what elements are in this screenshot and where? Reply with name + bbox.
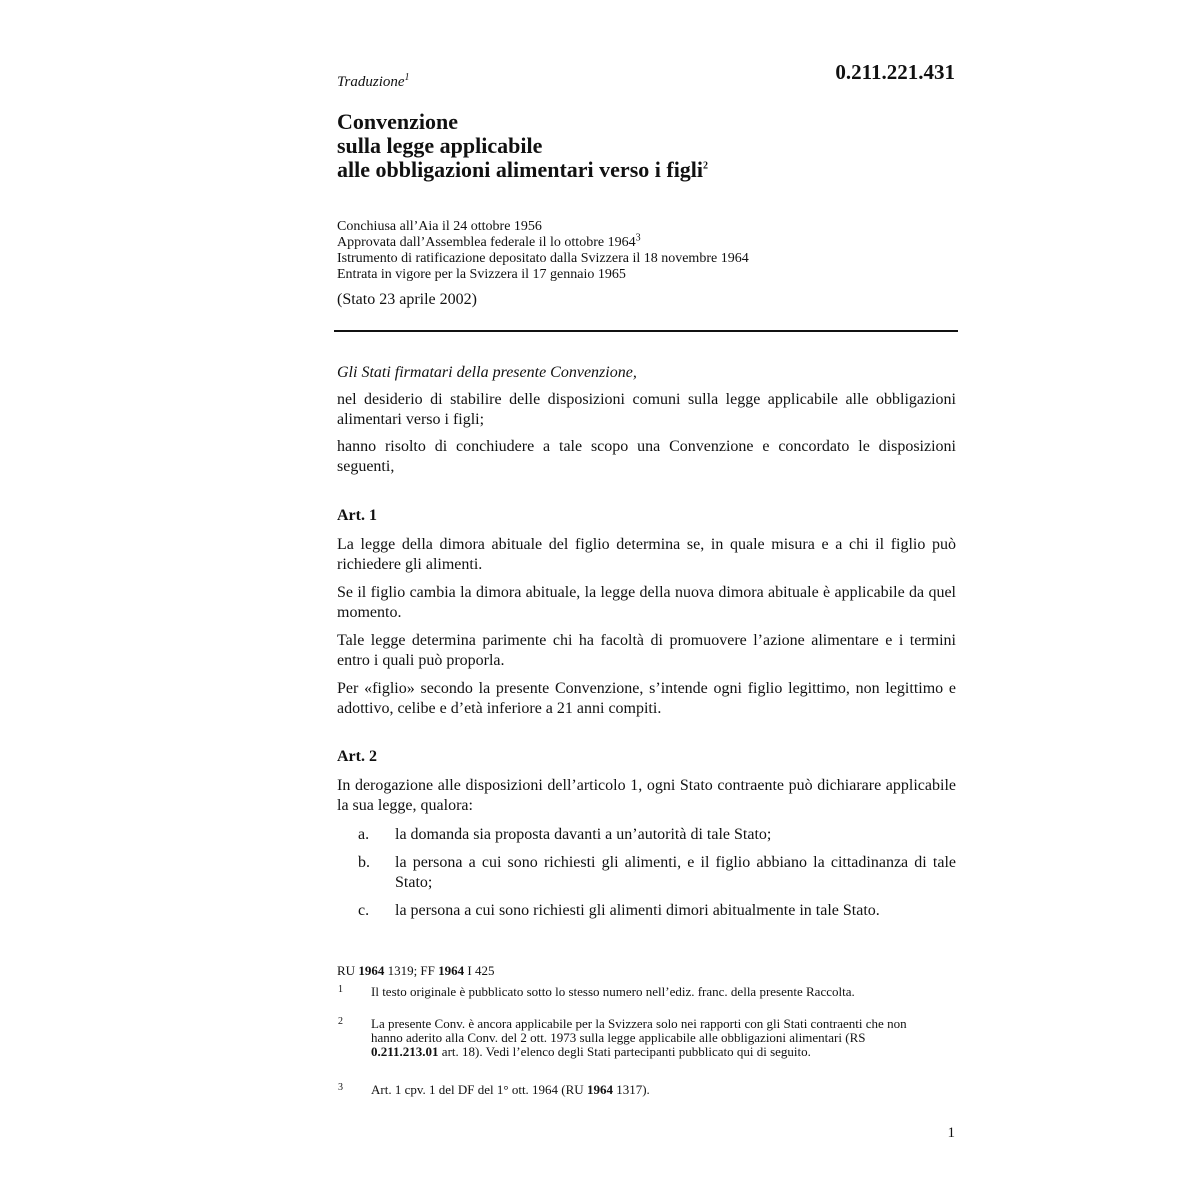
footnote-number: 3	[338, 1082, 343, 1093]
footnote-ref-2[interactable]: 2	[703, 160, 709, 172]
status-date: (Stato 23 aprile 2002)	[337, 291, 477, 308]
source-ru-label: RU	[337, 963, 356, 978]
article-1-paragraph-1: La legge della dimora abituale del figlio determina se, in quale misura e a chi il figlio può richiedere gli alimenti.	[337, 536, 956, 573]
article-2-heading: Art. 2	[337, 748, 377, 765]
footnote-text-part-a: La presente Conv. è ancora applicabile per la Svizzera solo nei rapporti con gli Stati contraenti che non hanno aderito alla Conv. del 2 ott. 1973 sulla legge applicabile alle obbligazioni alimentari (RS	[371, 1016, 907, 1045]
preamble-paragraph-2: hanno risolto di conchiudere a tale scopo una Convenzione e concordato le disposizioni seguenti,	[337, 438, 956, 475]
footnote-text-part-b: art. 18). Vedi l’elenco degli Stati partecipanti pubblicato qui di seguito.	[441, 1044, 811, 1059]
preamble-paragraph-1: nel desiderio di stabilire delle disposizioni comuni sulla legge applicabile alle obbligazioni alimentari verso i figli;	[337, 391, 956, 428]
list-label: c.	[358, 902, 370, 919]
source-ru-page: 1319; FF	[387, 963, 435, 978]
footnote-text-part-a: Art. 1 cpv. 1 del DF del 1° ott. 1964 (RU	[371, 1082, 584, 1097]
title-line-2: sulla legge applicabile	[337, 133, 543, 158]
preamble-intro: Gli Stati firmatari della presente Convenzione,	[337, 364, 637, 381]
list-text: la domanda sia proposta davanti a un’autorità di tale Stato;	[395, 826, 772, 843]
translation-text: Traduzione	[337, 74, 405, 90]
article-2-intro: In derogazione alle disposizioni dell’articolo 1, ogni Stato contraente può dichiarare applicabile la sua legge, qualora:	[337, 777, 956, 814]
source-ff-year: 1964	[438, 963, 465, 978]
source-ru-year: 1964	[358, 963, 385, 978]
article-1-paragraph-4: Per «figlio» secondo la presente Convenzione, s’intende ogni figlio legittimo, non legittimo e adottivo, celibe e d’età inferiore a 21 anni compiti.	[337, 680, 956, 717]
meta-approved	[337, 232, 957, 251]
meta-approved-text: Approvata dall’Assemblea federale il lo ottobre 1964	[337, 235, 636, 250]
article-1-paragraph-3: Tale legge determina parimente chi ha facoltà di promuovere l’azione alimentare e i termini entro i quali può proporla.	[337, 632, 956, 669]
list-label: b.	[358, 854, 370, 871]
list-text: la persona a cui sono richiesti gli alimenti, e il figlio abbiano la cittadinanza di tale Stato;	[395, 854, 956, 891]
footnote-text	[371, 1017, 931, 1059]
meta-ratification: Istrumento di ratificazione depositato dalla Svizzera il 18 novembre 1964	[337, 251, 749, 266]
title-line-3	[337, 158, 957, 182]
page-number: 1	[947, 1125, 955, 1141]
footnote-ru-year: 1964	[586, 1082, 613, 1097]
source-ff-page: I 425	[467, 963, 495, 978]
title-line-3-text: alle obbligazioni alimentari verso i figli	[337, 157, 704, 182]
footnote-rs-number: 0.211.213.01	[371, 1044, 439, 1059]
footnote-number: 2	[338, 1016, 343, 1027]
document-number: 0.211.221.431	[835, 60, 955, 84]
document-title	[337, 110, 957, 182]
footnote-ref-3[interactable]: 3	[635, 232, 641, 244]
title-line-1: Convenzione	[337, 109, 458, 134]
metadata-block	[337, 219, 957, 283]
meta-entry-into-force: Entrata in vigore per la Svizzera il 17 gennaio 1965	[337, 267, 626, 282]
footnote-number: 1	[338, 984, 343, 995]
meta-concluded: Conchiusa all’Aia il 24 ottobre 1956	[337, 219, 542, 234]
article-1-heading: Art. 1	[337, 507, 377, 524]
footnote-text	[371, 1083, 931, 1097]
list-label: a.	[358, 826, 370, 843]
footnote-text: Il testo originale è pubblicato sotto lo stesso numero nell’ediz. franc. della presente Raccolta.	[371, 984, 855, 999]
source-reference	[337, 963, 494, 979]
list-text: la persona a cui sono richiesti gli alimenti dimori abitualmente in tale Stato.	[395, 902, 880, 919]
translation-label	[337, 74, 410, 91]
article-1-paragraph-2: Se il figlio cambia la dimora abituale, la legge della nuova dimora abituale è applicabile da quel momento.	[337, 584, 956, 621]
footnote-text-part-b: 1317).	[616, 1082, 650, 1097]
footnote-ref-1[interactable]: 1	[404, 72, 410, 83]
header-divider	[334, 330, 958, 332]
